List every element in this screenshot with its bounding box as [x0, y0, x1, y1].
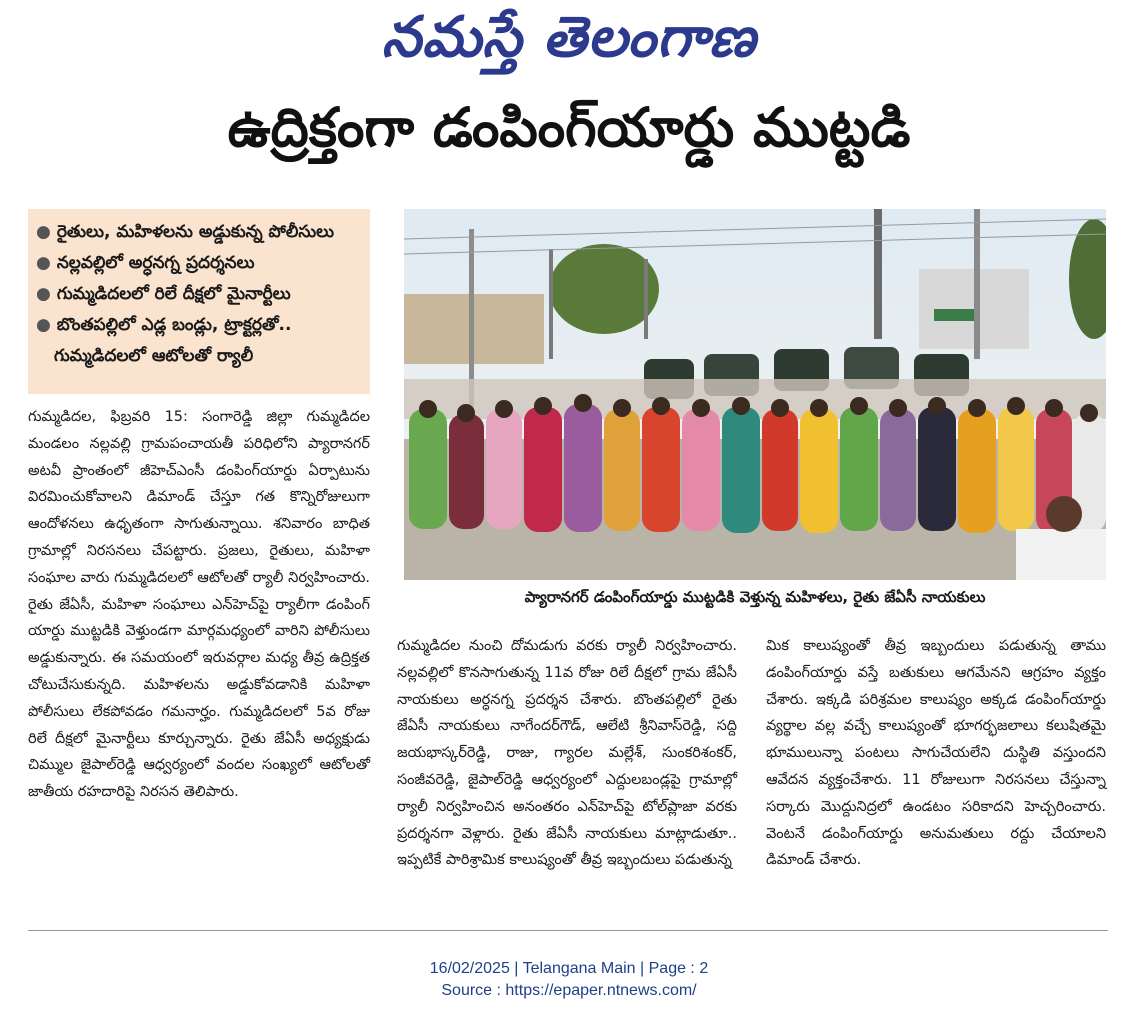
article-photo — [404, 209, 1106, 580]
highlights-box — [28, 209, 370, 394]
footer-edition-info: 16/02/2025 | Telangana Main | Page : 2 — [429, 960, 709, 977]
bullet-icon: ● — [36, 253, 51, 273]
bullet-icon: ● — [36, 284, 51, 304]
bullet-icon: ● — [36, 315, 51, 335]
footer-divider — [28, 930, 1108, 931]
article-column-1 — [28, 404, 370, 806]
article-paragraph: గుమ్మడిదల నుంచి దోమడుగు వరకు ర్యాలీ నిర్వహించారు. నల్లవల్లిలో కొనసాగుతున్న 11వ రోజు రిలే దీక్షలో గ్రామ జేఏసీ నాయకులు అర్ధనగ్న ప్రదర్శన చేశారు. బొంతపల్లిలో రైతు జేఏసీ నాయకులు నాగేందర్‌గౌడ్, ఆలేటి శ్రీనివాస్‌రెడ్డి, సద్ది జయభాస్కర్‌రెడ్డి, రాజు, గ్యారల మల్లేశ్, సుంకరిశంకర్, సంజీవరెడ్డి, జైపాల్‌రెడ్డి ఆధ్వర్యంలో ఎద్దులబండ్లపై గ్రామాల్లో ర్యాలీ నిర్వహించిన అనంతరం ఎన్‌హెచ్‌పై టోల్‌ప్లాజా వరకు ప్రదర్శనగా వెళ్లారు. రైతు జేఏసీ నాయకులు మాట్లాడుతూ.. ఇప్పటికే పారిశ్రామిక కాలుష్యంతో తీవ్ర ఇబ్బందులు పడుతున్న — [397, 638, 737, 869]
bullet-icon: ● — [36, 222, 51, 242]
highlight-item: ● గుమ్మడిదలలో రిలే దీక్షలో మైనార్టీలు — [36, 284, 291, 304]
article-headline: ఉద్రిక్తంగా డంపింగ్‌యార్డు ముట్టడి — [227, 96, 911, 159]
article-paragraph: మిక కాలుష్యంతో తీవ్ర ఇబ్బందులు పడుతున్న తాము డంపింగ్‌యార్డు వస్తే బతుకులు ఆగమేనని ఆగ్రహం వ్యక్తం చేశారు. ఇక్కడి పరిశ్రమల కాలుష్యం అక్కడ డంపింగ్‌యార్డు వ్యర్థాల వల్ల వచ్చే కాలుష్యంతో భూగర్భజలాలు కలుషితమై భూములున్నా పంటలు సాగుచేయలేని దుస్థితి వస్తుందని ఆవేదన వ్యక్తంచేశారు. 11 రోజులుగా నిరసనలు చేస్తున్నా సర్కారు మొద్దునిద్రలో ఉండటం సరికాదని హెచ్చరించారు. వెంటనే డంపింగ్‌యార్డు అనుమతులు రద్దు చేయాలని డిమాండ్ చేశారు. — [766, 638, 1106, 869]
article-paragraph: గుమ్మడిదల, ఫిబ్రవరి 15: సంగారెడ్డి జిల్లా గుమ్మడిదల మండలం నల్లవల్లి గ్రామపంచాయతీ పరిధిలోని ప్యారానగర్ అటవీ ప్రాంతంలో జీహెచ్‌ఎంసీ డంపింగ్‌యార్డు ఏర్పాటును విరమించుకోవాలని డిమాండ్ చేస్తూ గత కొన్నిరోజులుగా ఆందోళనలు ఉధృతంగా సాగుతున్నాయి. శనివారం బాధిత గ్రామాల్లో నిరసనలు చేపట్టారు. ప్రజలు, రైతులు, మహిళా సంఘాల వారు గుమ్మడిదలలో ఆటోలతో ర్యాలీ నిర్వహించారు. రైతు జేఏసీ, మహిళా సంఘాలు ఎన్‌హెచ్‌పై ర్యాలీగా డంపింగ్ యార్డు ముట్టడికి వెళ్తుండగా మార్గమధ్యంలో వారిని పోలీసులు అడ్డుకున్నారు. ఈ సమయంలో ఇరువర్గాల మధ్య తీవ్ర ఉద్రిక్తత చోటుచేసుకున్నది. మహిళలను అడ్డుకోవడానికి మహిళా పోలీసులు లేకపోవడం గమనార్హం. గుమ్మడిదలలో 5వ రోజు రిలే దీక్షలో మైనార్టీలు కూర్చున్నారు. రైతు జేఏసీ అధ్యక్షుడు చిమ్ముల జైపాల్‌రెడ్డి ఆధ్వర్యంలో వందల సంఖ్యలో ఆటోలతో జాతీయ రహదారిపై నిరసన తెలిపారు. — [28, 409, 370, 801]
highlight-continuation: గుమ్మడిదలలో ఆటోలతో ర్యాలీ — [54, 346, 254, 366]
article-column-2 — [397, 633, 737, 874]
footer-source-link[interactable]: Source : https://epaper.ntnews.com/ — [441, 982, 697, 999]
masthead-title: నమస్తే తెలంగాణ — [381, 4, 757, 70]
article-column-3 — [766, 633, 1106, 874]
photo-caption: ప్యారానగర్ డంపింగ్‌యార్డు ముట్టడికి వెళ్తున్న మహిళలు, రైతు జేఏసీ నాయకులు — [524, 588, 986, 606]
highlight-item: ● బొంతపల్లిలో ఎడ్ల బండ్లు, ట్రాక్టర్లతో.. — [36, 315, 292, 335]
highlight-item: ● రైతులు, మహిళలను అడ్డుకున్న పోలీసులు — [36, 222, 335, 242]
highlight-item: ● నల్లవల్లిలో అర్ధనగ్న ప్రదర్శనలు — [36, 253, 255, 273]
